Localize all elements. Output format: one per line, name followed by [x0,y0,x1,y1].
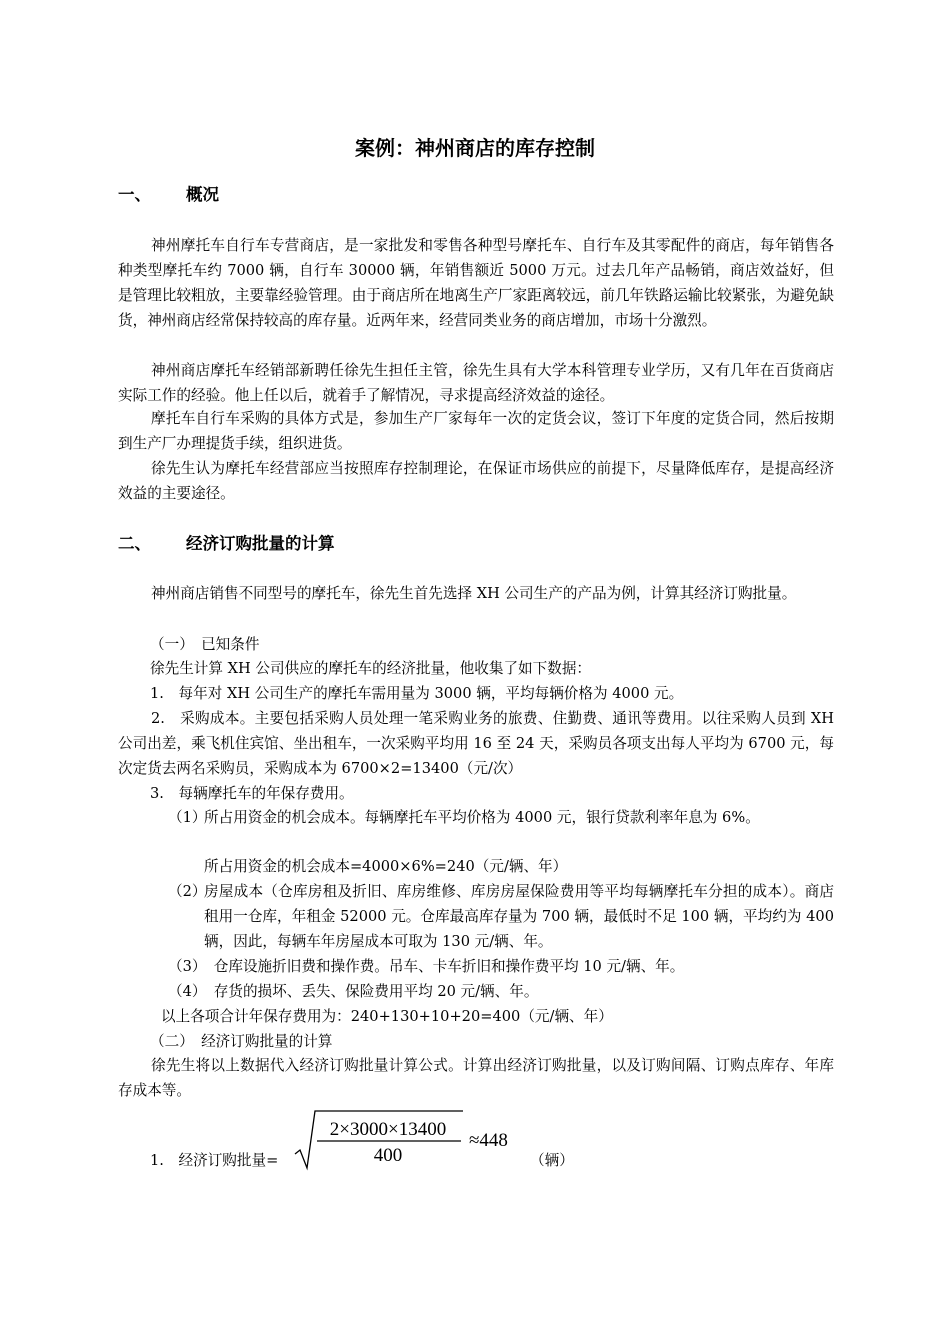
eoq-label: 1. 经济订购批量= [150,1152,279,1169]
paragraph: 神州商店销售不同型号的摩托车，徐先生首先选择 XH 公司生产的产品为例，计算其经济订购批量。 [151,585,797,602]
section-number: 二、 [118,534,151,553]
list-item: 2. 采购成本。主要包括采购人员处理一笔采购业务的旅费、住勤费、通讯等费用。以往采购人员到 XH 公司出差，乘飞机住宾馆、坐出租车，一次采购平均用 16 至 24 天，采购员各项支出每人平均为 6700 元，每次定货去两名采购员，采购成本为 6700×2=13400（元/次） [118,710,834,777]
formula-result: ≈448 [469,1130,508,1151]
section-heading-overview [118,183,219,207]
paragraph: 神州商店摩托车经销部新聘任徐先生担任主管，徐先生具有大学本科管理专业学历，又有几年在百货商店实际工作的经验。他上任以后，就着手了解情况，寻求提高经济效益的途径。 [118,362,834,404]
sub-list-label: （1） [168,809,207,826]
sub-list-item: （3） 仓库设施折旧费和操作费。吊车、卡车折旧和操作费平均 10 元/辆、年。 [168,958,685,975]
paragraph: 摩托车自行车采购的具体方式是，参加生产厂家每年一次的定货会议，签订下年度的定货合同，然后按期到生产厂办理提货手续，组织进货。 [118,410,834,452]
sub-list-text: 所占用资金的机会成本。每辆摩托车平均价格为 4000 元，银行贷款利率年息为 6%。 [204,809,760,826]
paragraph: 徐先生计算 XH 公司供应的摩托车的经济批量，他收集了如下数据： [150,660,592,677]
section-heading-eoq [118,532,335,556]
subsection-heading: （二） 经济订购批量的计算 [150,1033,333,1050]
paragraph: 徐先生将以上数据代入经济订购批量计算公式。计算出经济订购批量，以及订购间隔、订购点库存、年库存成本等。 [118,1057,834,1099]
sub-list-item: （4） 存货的损坏、丢失、保险费用平均 20 元/辆、年。 [168,983,539,1000]
eoq-formula [293,1108,533,1172]
calculation-line: 所占用资金的机会成本=4000×6%=240（元/辆、年） [204,858,568,875]
sub-list-text: 房屋成本（仓库房租及折旧、库房维修、库房房屋保险费用等平均每辆摩托车分担的成本）。商店租用一仓库，年租金 52000 元。仓库最高库存量为 700 辆，最低时不足 100 辆，平均约为 400 辆，因此，每辆车年房屋成本可取为 130 元/辆、年。 [204,883,834,950]
subsection-heading: （一） 已知条件 [150,636,260,653]
sub-list-item [168,879,834,954]
section-title: 经济订购批量的计算 [186,534,335,553]
total-line: 以上各项合计年保存费用为：240+130+10+20=400（元/辆、年） [161,1008,613,1025]
sub-list-item [168,805,834,830]
formula-numerator: 2×3000×13400 [329,1119,447,1140]
list-item: 3. 每辆摩托车的年保存费用。 [150,785,354,802]
formula-denominator: 400 [373,1145,403,1166]
paragraph: 徐先生认为摩托车经营部应当按照库存控制理论，在保证市场供应的前提下，尽量降低库存，是提高经济效益的主要途径。 [118,460,834,502]
document-title: 案例：神州商店的库存控制 [355,136,595,160]
paragraph: 神州摩托车自行车专营商店，是一家批发和零售各种型号摩托车、自行车及其零配件的商店，每年销售各种类型摩托车约 7000 辆，自行车 30000 辆，年销售额近 5000 万元。过去几年产品畅销，商店效益好，但是管理比较粗放，主要靠经验管理。由于商店所在地离生产厂家距离较远，前几年铁路运输比较紧张，为避免缺货，神州商店经常保持较高的库存量。近两年来，经营同类业务的商店增加，市场十分激烈。 [118,237,834,329]
section-number: 一、 [118,185,151,204]
eoq-unit: （辆） [530,1152,574,1169]
list-item: 1. 每年对 XH 公司生产的摩托车需用量为 3000 辆，平均每辆价格为 4000 元。 [150,685,684,702]
sub-list-label: （2） [168,883,207,900]
section-title: 概况 [186,185,219,204]
